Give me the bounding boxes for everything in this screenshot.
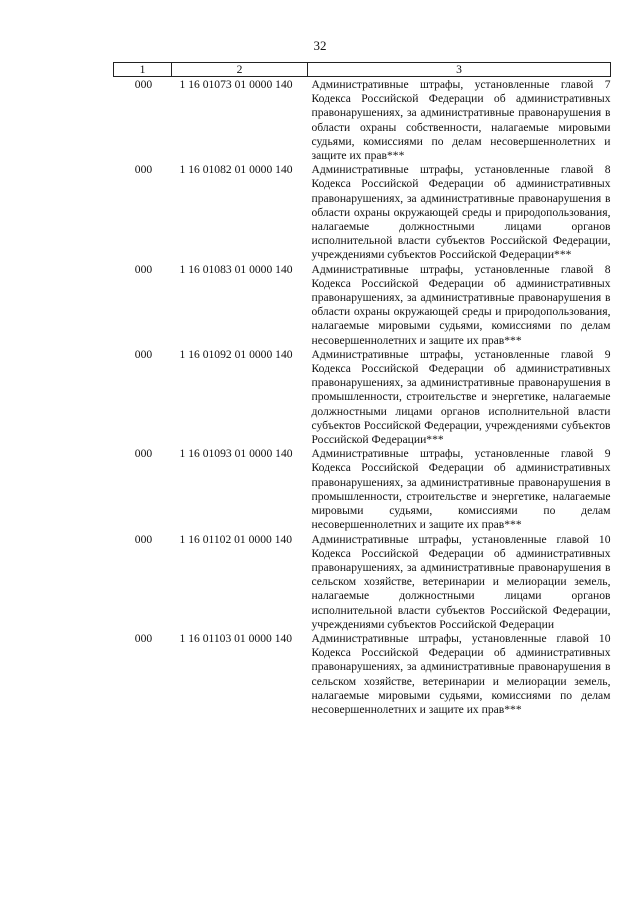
row-description: Административные штрафы, установленные главой 8 Кодекса Российской Федерации об административных правонарушениях, за административные правонарушения в области охраны окружающей среды и природопользования, налагаемые должностными лицами органов исполнительной власти субъектов Российской Федерации, учреждениями субъектов Российской Федерации*** (311, 163, 611, 262)
column-header-3: 3 (308, 63, 611, 77)
row-kbk: 1 16 01083 01 0000 140 (179, 262, 293, 276)
budget-codes-table (113, 62, 611, 717)
table-row (114, 447, 611, 532)
table-row (114, 163, 611, 262)
row-kbk: 1 16 01092 01 0000 140 (179, 347, 293, 361)
table-row (114, 263, 611, 348)
row-code: 000 (134, 532, 153, 546)
row-code: 000 (134, 347, 153, 361)
row-kbk: 1 16 01102 01 0000 140 (179, 532, 293, 546)
row-kbk: 1 16 01082 01 0000 140 (179, 163, 293, 177)
table-row (114, 77, 611, 164)
row-description: Административные штрафы, установленные главой 8 Кодекса Российской Федерации об административных правонарушениях, за административные правонарушения в области охраны окружающей среды и природопользования, налагаемые мировыми судьями, комиссиями по делам несовершеннолетних и защите их прав*** (311, 262, 611, 347)
table-row (114, 348, 611, 447)
row-kbk: 1 16 01103 01 0000 140 (179, 631, 293, 645)
row-kbk: 1 16 01093 01 0000 140 (179, 447, 293, 461)
row-code: 000 (134, 631, 153, 645)
table-row (114, 533, 611, 632)
row-description: Административные штрафы, установленные главой 7 Кодекса Российской Федерации об административных правонарушениях, за административные правонарушения в области охраны собственности, налагаемые мировыми судьями, комиссиями по делам несовершеннолетних и защите их прав*** (311, 78, 611, 163)
row-description: Административные штрафы, установленные главой 10 Кодекса Российской Федерации об административных правонарушениях, за административные правонарушения в сельском хозяйстве, ветеринарии и мелиорации земель, налагаемые должностными лицами органов исполнительной власти субъектов Российской Федерации, учреждениями субъектов Российской Федерации (311, 532, 611, 631)
row-description: Административные штрафы, установленные главой 9 Кодекса Российской Федерации об административных правонарушениях, за административные правонарушения в промышленности, строительстве и энергетике, налагаемые мировыми судьями, комиссиями по делам несовершеннолетних и защите их прав*** (311, 447, 611, 532)
row-description: Административные штрафы, установленные главой 9 Кодекса Российской Федерации об административных правонарушениях, за административные правонарушения в промышленности, строительстве и энергетике, налагаемые должностными лицами органов исполнительной власти субъектов Российской Федерации, учреждениями субъектов Российской Федерации*** (311, 347, 611, 447)
row-code: 000 (134, 163, 153, 177)
row-kbk: 1 16 01073 01 0000 140 (179, 78, 293, 91)
row-description: Административные штрафы, установленные главой 10 Кодекса Российской Федерации об административных правонарушениях, за административные правонарушения в сельском хозяйстве, ветеринарии и мелиорации земель, налагаемые мировыми судьями, комиссиями по делам несовершеннолетних и защите их прав*** (311, 631, 611, 716)
table-header (114, 63, 611, 77)
column-header-2: 2 (172, 63, 308, 77)
table-body (114, 77, 611, 718)
row-code: 000 (134, 262, 153, 276)
table-row (114, 632, 611, 717)
page-number: 32 (313, 38, 327, 53)
row-code: 000 (134, 78, 153, 91)
column-header-1: 1 (114, 63, 172, 77)
row-code: 000 (134, 447, 153, 461)
